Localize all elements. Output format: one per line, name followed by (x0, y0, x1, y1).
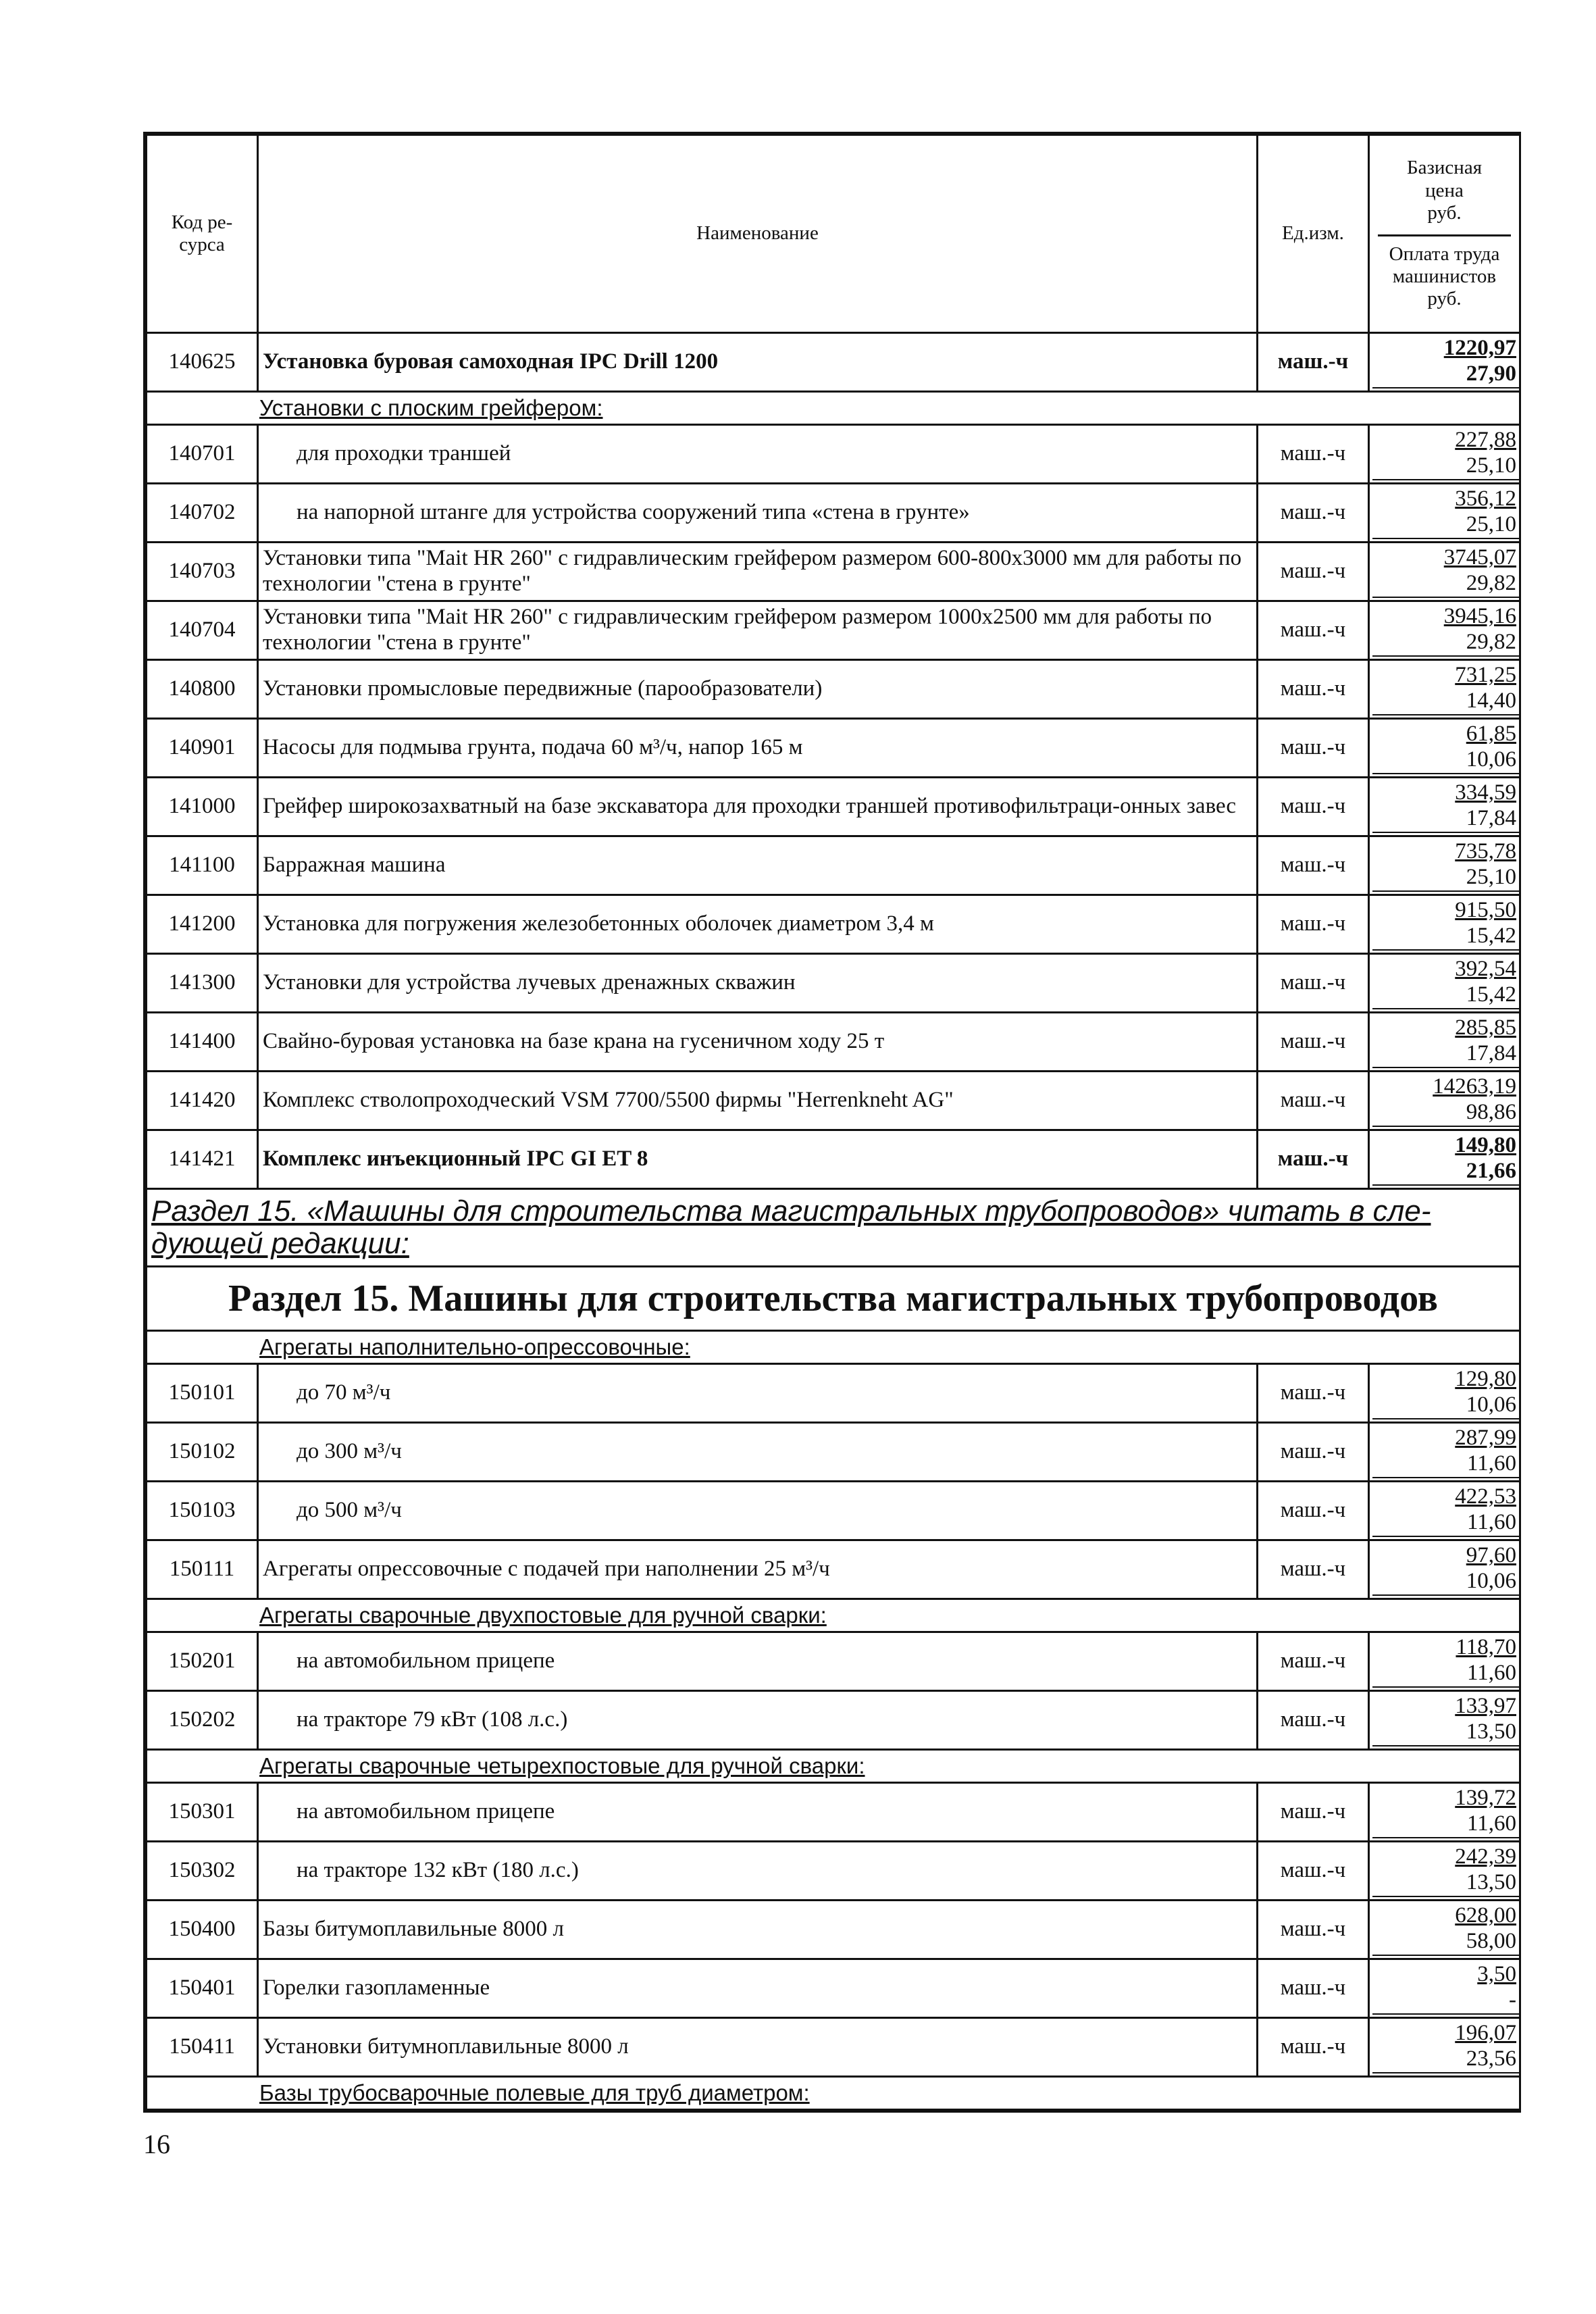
resource-name: Горелки газопламенные (258, 1959, 1258, 2018)
unit: маш.-ч (1258, 425, 1369, 484)
price-cell (1369, 484, 1520, 543)
table-row (147, 1423, 1520, 1482)
resource-code: 150401 (147, 1959, 258, 2018)
base-price: 731,25 (1455, 663, 1516, 688)
price-cell (1369, 2018, 1520, 2077)
table-row (147, 719, 1520, 778)
base-price: 14263,19 (1433, 1074, 1516, 1099)
operator-wage: 13,50 (1372, 1719, 1519, 1746)
table-row (147, 1540, 1520, 1599)
group-heading-row (147, 1331, 1520, 1364)
operator-wage: 11,60 (1372, 1510, 1519, 1537)
resource-code: 140701 (147, 425, 258, 484)
resource-code: 140703 (147, 543, 258, 601)
group-heading (147, 392, 1520, 425)
unit: маш.-ч (1258, 1013, 1369, 1072)
price-cell (1369, 1632, 1520, 1691)
unit: маш.-ч (1258, 895, 1369, 954)
resource-code: 141100 (147, 836, 258, 895)
operator-wage: 21,66 (1372, 1159, 1519, 1186)
header-operator-wage: Оплата труда машинистов руб. (1389, 243, 1500, 310)
resource-name: Установки промысловые передвижные (парообразователи) (258, 660, 1258, 719)
group-heading-text: Агрегаты сварочные четырехпостовые для ручной сварки: (259, 1753, 865, 1779)
price-cell (1369, 660, 1520, 719)
resource-code: 150201 (147, 1632, 258, 1691)
operator-wage: - (1372, 1988, 1519, 2015)
resource-code: 141300 (147, 954, 258, 1013)
machines-table (145, 134, 1521, 2111)
table-row (147, 836, 1520, 895)
operator-wage: 58,00 (1372, 1929, 1519, 1956)
unit: маш.-ч (1258, 1540, 1369, 1599)
price-cell (1369, 1423, 1520, 1482)
resource-name: Базы битумоплавильные 8000 л (258, 1901, 1258, 1959)
unit: маш.-ч (1258, 2018, 1369, 2077)
edit-note-text: Раздел 15. «Машины для строительства магистральных трубопроводов» читать в сле-дующей редакции: (151, 1194, 1431, 1260)
operator-wage: 17,84 (1372, 806, 1519, 833)
edit-note (147, 1189, 1520, 1267)
resource-code: 150101 (147, 1364, 258, 1423)
table-row (147, 1783, 1520, 1842)
header-divider (1378, 234, 1511, 236)
price-cell (1369, 425, 1520, 484)
operator-wage: 27,90 (1372, 361, 1519, 388)
section-title-row (147, 1267, 1520, 1331)
base-price: 3,50 (1477, 1962, 1516, 1987)
resource-code: 140800 (147, 660, 258, 719)
resource-name: Установки битумноплавильные 8000 л (258, 2018, 1258, 2077)
unit: маш.-ч (1258, 660, 1369, 719)
resource-name: Установка для погружения железобетонных оболочек диаметром 3,4 м (258, 895, 1258, 954)
base-price: 3745,07 (1443, 545, 1516, 570)
price-cell (1369, 1783, 1520, 1842)
resource-name: для проходки траншей (258, 425, 1258, 484)
operator-wage: 15,42 (1372, 924, 1519, 951)
operator-wage: 25,10 (1372, 865, 1519, 892)
resource-name: Насосы для подмыва грунта, подача 60 м³/ч, напор 165 м (258, 719, 1258, 778)
table-row (147, 954, 1520, 1013)
base-price: 61,85 (1466, 722, 1516, 747)
resource-name: на тракторе 79 кВт (108 л.с.) (258, 1691, 1258, 1750)
price-cell (1369, 778, 1520, 836)
operator-wage: 25,10 (1372, 453, 1519, 480)
group-heading-row (147, 1599, 1520, 1632)
unit: маш.-ч (1258, 836, 1369, 895)
price-cell (1369, 1482, 1520, 1540)
operator-wage: 11,60 (1372, 1811, 1519, 1838)
resource-name: Установка буровая самоходная IPC Drill 1200 (258, 333, 1258, 392)
resource-name: Комплекс стволопроходческий VSM 7700/5500 фирмы "Herrenkneht AG" (258, 1072, 1258, 1130)
base-price: 285,85 (1455, 1015, 1516, 1040)
table-row (147, 1072, 1520, 1130)
price-cell (1369, 1130, 1520, 1189)
table-row (147, 778, 1520, 836)
price-cell (1369, 836, 1520, 895)
table-row (147, 601, 1520, 660)
edit-note-row (147, 1189, 1520, 1267)
table-row (147, 1130, 1520, 1189)
operator-wage: 98,86 (1372, 1100, 1519, 1127)
base-price: 97,60 (1466, 1543, 1516, 1568)
resource-code: 141200 (147, 895, 258, 954)
resource-code: 150301 (147, 1783, 258, 1842)
unit: маш.-ч (1258, 333, 1369, 392)
operator-wage: 17,84 (1372, 1041, 1519, 1068)
header-base-price: Базисная цена руб. (1406, 157, 1483, 224)
group-heading (147, 1599, 1520, 1632)
price-cell (1369, 1540, 1520, 1599)
header-price (1369, 135, 1520, 333)
price-cell (1369, 543, 1520, 601)
price-cell (1369, 1959, 1520, 2018)
unit: маш.-ч (1258, 1130, 1369, 1189)
operator-wage: 29,82 (1372, 571, 1519, 598)
base-price: 735,78 (1455, 839, 1516, 864)
base-price: 287,99 (1455, 1426, 1516, 1451)
resource-name: Барражная машина (258, 836, 1258, 895)
group-heading-text: Базы трубосварочные полевые для труб диаметром: (259, 2080, 810, 2106)
unit: маш.-ч (1258, 1423, 1369, 1482)
header-code: Код ре- сурса (147, 135, 258, 333)
group-heading (147, 2077, 1520, 2110)
resource-code: 150400 (147, 1901, 258, 1959)
price-cell (1369, 895, 1520, 954)
table-row (147, 425, 1520, 484)
resource-code: 141420 (147, 1072, 258, 1130)
group-heading-text: Агрегаты сварочные двухпостовые для ручной сварки: (259, 1603, 827, 1628)
resource-name: Установки типа "Mait HR 260" с гидравлическим грейфером размером 600-800х3000 мм для работы по технологии "стена в грунте" (258, 543, 1258, 601)
resource-name: Грейфер широкозахватный на базе экскаватора для проходки траншей противофильтраци-онных завес (258, 778, 1258, 836)
unit: маш.-ч (1258, 1632, 1369, 1691)
resource-name: Агрегаты опрессовочные с подачей при наполнении 25 м³/ч (258, 1540, 1258, 1599)
unit: маш.-ч (1258, 1901, 1369, 1959)
unit: маш.-ч (1258, 484, 1369, 543)
resource-name: Установки типа "Mait HR 260" с гидравлическим грейфером размером 1000х2500 мм для работы по технологии "стена в грунте" (258, 601, 1258, 660)
section-title: Раздел 15. Машины для строительства магистральных трубопроводов (147, 1267, 1520, 1331)
price-cell (1369, 1013, 1520, 1072)
unit: маш.-ч (1258, 1783, 1369, 1842)
group-heading (147, 1331, 1520, 1364)
table-row (147, 543, 1520, 601)
base-price: 133,97 (1455, 1694, 1516, 1719)
table-row (147, 484, 1520, 543)
page-number: 16 (143, 2129, 170, 2159)
base-price: 422,53 (1455, 1484, 1516, 1509)
price-cell (1369, 333, 1520, 392)
unit: маш.-ч (1258, 1691, 1369, 1750)
price-table-sheet (143, 132, 1521, 2113)
resource-name: на тракторе 132 кВт (180 л.с.) (258, 1842, 1258, 1901)
table-row (147, 1364, 1520, 1423)
operator-wage: 10,06 (1372, 1569, 1519, 1596)
base-price: 227,88 (1455, 428, 1516, 453)
operator-wage: 11,60 (1372, 1661, 1519, 1688)
base-price: 129,80 (1455, 1367, 1516, 1392)
resource-code: 141400 (147, 1013, 258, 1072)
table-header-row (147, 135, 1520, 333)
unit: маш.-ч (1258, 1364, 1369, 1423)
base-price: 139,72 (1455, 1786, 1516, 1811)
unit: маш.-ч (1258, 601, 1369, 660)
header-name: Наименование (258, 135, 1258, 333)
base-price: 242,39 (1455, 1844, 1516, 1869)
resource-name: на автомобильном прицепе (258, 1783, 1258, 1842)
table-row (147, 1482, 1520, 1540)
operator-wage: 23,56 (1372, 2046, 1519, 2073)
table-row (147, 1901, 1520, 1959)
resource-name: Свайно-буровая установка на базе крана на гусеничном ходу 25 т (258, 1013, 1258, 1072)
table-row (147, 1632, 1520, 1691)
base-price: 915,50 (1455, 898, 1516, 923)
table-row (147, 1959, 1520, 2018)
resource-code: 150302 (147, 1842, 258, 1901)
base-price: 356,12 (1455, 486, 1516, 511)
base-price: 1220,97 (1443, 336, 1516, 361)
unit: маш.-ч (1258, 1959, 1369, 2018)
resource-name: до 300 м³/ч (258, 1423, 1258, 1482)
table-row (147, 2018, 1520, 2077)
resource-code: 150411 (147, 2018, 258, 2077)
operator-wage: 29,82 (1372, 630, 1519, 657)
resource-code: 140702 (147, 484, 258, 543)
group-heading-row (147, 2077, 1520, 2110)
resource-name: Комплекс инъекционный IPC GI ET 8 (258, 1130, 1258, 1189)
unit: маш.-ч (1258, 1482, 1369, 1540)
table-row (147, 1013, 1520, 1072)
resource-name: на напорной штанге для устройства сооружений типа «стена в грунте» (258, 484, 1258, 543)
resource-code: 140704 (147, 601, 258, 660)
operator-wage: 10,06 (1372, 1392, 1519, 1419)
price-cell (1369, 954, 1520, 1013)
resource-name: до 70 м³/ч (258, 1364, 1258, 1423)
price-cell (1369, 719, 1520, 778)
operator-wage: 13,50 (1372, 1870, 1519, 1897)
resource-code: 150103 (147, 1482, 258, 1540)
base-price: 118,70 (1456, 1635, 1516, 1660)
price-cell (1369, 1691, 1520, 1750)
group-heading-row (147, 392, 1520, 425)
price-cell (1369, 1364, 1520, 1423)
operator-wage: 14,40 (1372, 688, 1519, 715)
base-price: 392,54 (1455, 957, 1516, 982)
unit: маш.-ч (1258, 1842, 1369, 1901)
resource-code: 141000 (147, 778, 258, 836)
table-row (147, 660, 1520, 719)
unit: маш.-ч (1258, 778, 1369, 836)
price-cell (1369, 601, 1520, 660)
base-price: 334,59 (1455, 780, 1516, 805)
base-price: 149,80 (1455, 1133, 1516, 1158)
base-price: 3945,16 (1443, 604, 1516, 629)
resource-code: 140901 (147, 719, 258, 778)
table-row (147, 895, 1520, 954)
unit: маш.-ч (1258, 954, 1369, 1013)
operator-wage: 11,60 (1372, 1451, 1519, 1478)
price-cell (1369, 1842, 1520, 1901)
table-row (147, 333, 1520, 392)
header-unit: Ед.изм. (1258, 135, 1369, 333)
group-heading (147, 1750, 1520, 1783)
price-cell (1369, 1901, 1520, 1959)
unit: маш.-ч (1258, 543, 1369, 601)
base-price: 196,07 (1455, 2021, 1516, 2046)
resource-code: 150111 (147, 1540, 258, 1599)
table-row (147, 1842, 1520, 1901)
operator-wage: 15,42 (1372, 982, 1519, 1009)
operator-wage: 10,06 (1372, 747, 1519, 774)
resource-name: Установки для устройства лучевых дренажных скважин (258, 954, 1258, 1013)
group-heading-text: Агрегаты наполнительно-опрессовочные: (259, 1334, 690, 1360)
resource-code: 141421 (147, 1130, 258, 1189)
price-cell (1369, 1072, 1520, 1130)
resource-name: на автомобильном прицепе (258, 1632, 1258, 1691)
unit: маш.-ч (1258, 1072, 1369, 1130)
resource-code: 140625 (147, 333, 258, 392)
table-row (147, 1691, 1520, 1750)
base-price: 628,00 (1455, 1903, 1516, 1928)
resource-code: 150102 (147, 1423, 258, 1482)
group-heading-row (147, 1750, 1520, 1783)
resource-code: 150202 (147, 1691, 258, 1750)
unit: маш.-ч (1258, 719, 1369, 778)
group-heading-text: Установки с плоским грейфером: (259, 395, 603, 421)
resource-name: до 500 м³/ч (258, 1482, 1258, 1540)
operator-wage: 25,10 (1372, 512, 1519, 539)
